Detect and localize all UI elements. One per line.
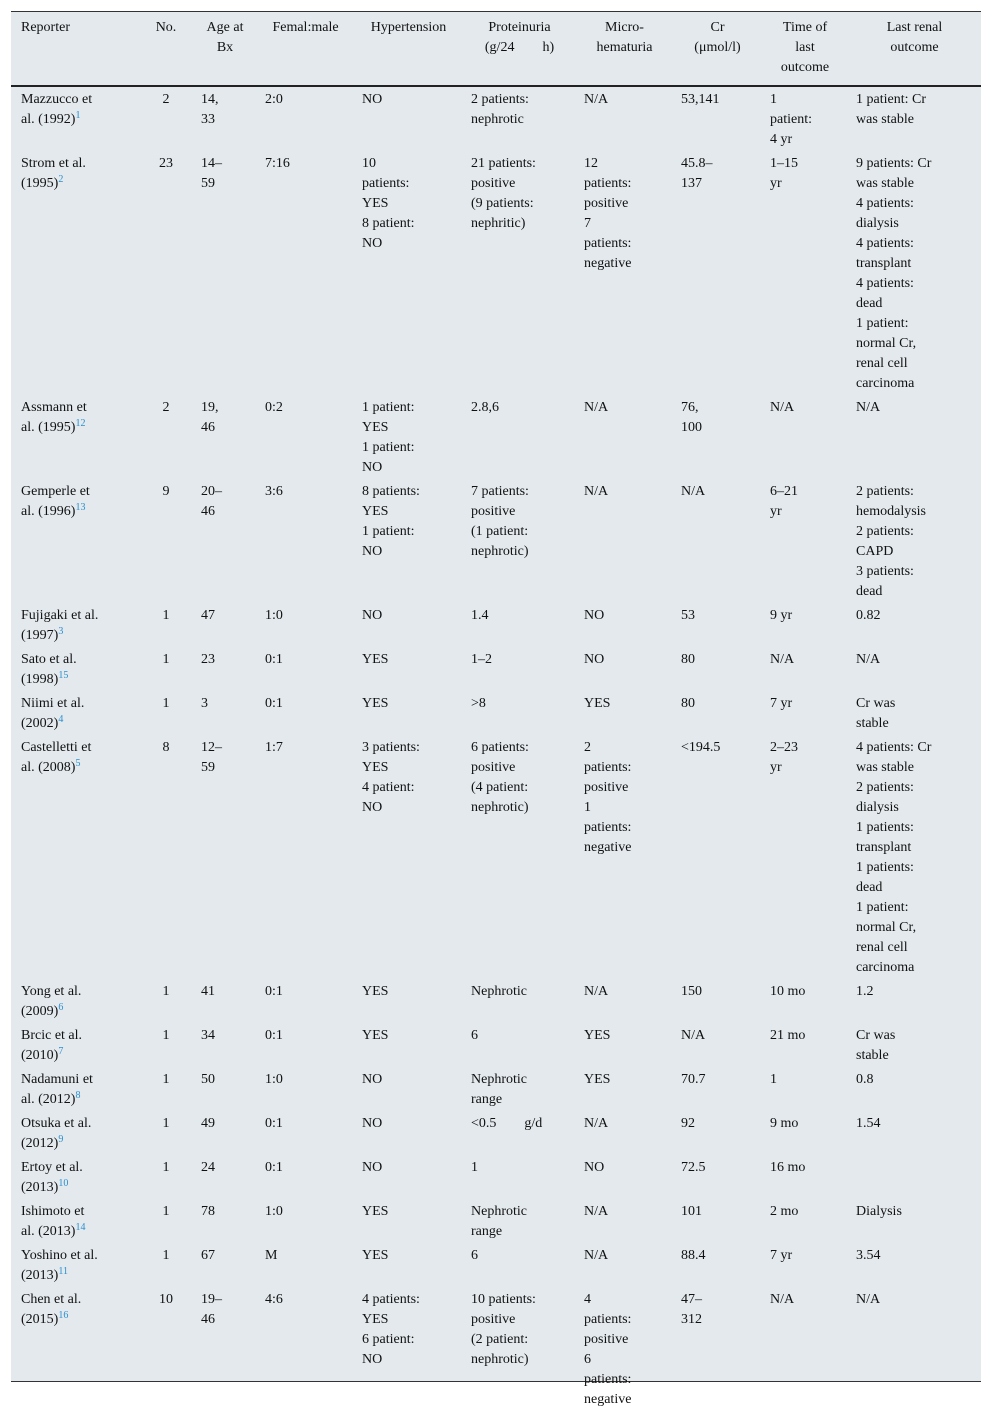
sex-ratio-cell: 1:0	[265, 608, 283, 623]
sex-ratio-cell: 4:6	[265, 1292, 283, 1307]
sex-ratio-cell: 0:1	[265, 984, 283, 999]
table-row	[11, 395, 981, 479]
table-header	[11, 12, 981, 86]
sex-ratio-cell: M	[265, 1248, 278, 1263]
proteinuria-cell: 1–2	[471, 652, 492, 667]
proteinuria-cell: Nephrotic range	[471, 1204, 527, 1239]
citation-link[interactable]: 14	[75, 1222, 86, 1233]
age-cell: 47	[201, 608, 215, 623]
hematuria-cell: N/A	[584, 400, 609, 415]
header-last-renal-outcome: Last renal outcome	[848, 12, 981, 86]
citation-link[interactable]: 10	[58, 1178, 69, 1189]
count-cell: 1	[162, 608, 170, 623]
reporter-cell: Chen et al. $(2015)^{16}$	[21, 1292, 82, 1327]
reporter-cell: Yoshino et al. $(2013)^{11}$	[21, 1248, 98, 1283]
citation-link[interactable]: 16	[58, 1310, 69, 1321]
hematuria-cell: N/A	[584, 984, 609, 999]
time-cell: 6–21 yr	[770, 484, 798, 519]
citation-link[interactable]: 13	[75, 502, 86, 513]
count-cell: 23	[159, 156, 173, 171]
time-cell: 9 yr	[770, 608, 793, 623]
time-cell: 10 mo	[770, 984, 806, 999]
proteinuria-cell: 10 patients: positive (2 patient: nephrotic)	[471, 1292, 536, 1367]
table-row	[11, 151, 981, 395]
age-cell: 3	[201, 696, 208, 711]
table-row	[11, 603, 981, 647]
time-cell: 1	[770, 1072, 777, 1087]
sex-ratio-cell: 0:1	[265, 1028, 283, 1043]
proteinuria-cell: 7 patients: positive (1 patient: nephrotic)	[471, 484, 529, 559]
reporter-cell: Assmann et al. $(1995)^{12}$	[21, 400, 87, 435]
sex-ratio-cell: 0:2	[265, 400, 283, 415]
outcome-cell: 2 patients: hemodalysis 2 patients: CAPD 3 patients: dead	[856, 484, 926, 599]
reporter-cell: Castelletti et al. $(2008)^5$	[21, 740, 92, 775]
hypertension-cell: YES	[362, 1248, 389, 1263]
time-cell: 7 yr	[770, 696, 793, 711]
header-hypertension: Hypertension	[354, 12, 463, 86]
age-cell: 23	[201, 652, 215, 667]
outcome-cell: Cr was stable	[856, 1028, 896, 1063]
outcome-cell: N/A	[856, 652, 881, 667]
table-row	[11, 479, 981, 603]
data-table-container	[11, 11, 981, 1407]
outcome-cell: N/A	[856, 400, 881, 415]
hypertension-cell: YES	[362, 1028, 389, 1043]
citation-link[interactable]: 1	[75, 110, 81, 121]
creatinine-cell: 76, 100	[681, 400, 702, 435]
proteinuria-cell: 6	[471, 1028, 478, 1043]
header-reporter: Reporter	[11, 12, 139, 86]
time-cell: 9 mo	[770, 1116, 799, 1131]
hypertension-cell: 8 patients: YES 1 patient: NO	[362, 484, 420, 559]
table-body	[11, 86, 981, 1411]
time-cell: 16 mo	[770, 1160, 806, 1175]
reporter-cell: Strom et al. $(1995)^2$	[21, 156, 86, 191]
time-cell: N/A	[770, 400, 795, 415]
citation-link[interactable]: 2	[58, 174, 64, 185]
time-cell: 2 mo	[770, 1204, 799, 1219]
creatinine-cell: N/A	[681, 484, 706, 499]
count-cell: 1	[162, 984, 170, 999]
proteinuria-cell: 21 patients: positive (9 patients: nephritic)	[471, 156, 536, 231]
time-cell: 7 yr	[770, 1248, 793, 1263]
time-cell: 21 mo	[770, 1028, 806, 1043]
creatinine-cell: N/A	[681, 1028, 706, 1043]
reporter-cell: Yong et al. $(2009)^6$	[21, 984, 82, 1019]
table-row	[11, 691, 981, 735]
header-time-of-last-outcome: Time of last outcome	[762, 12, 848, 86]
creatinine-cell: 92	[681, 1116, 695, 1131]
time-cell: 1 patient: 4 yr	[770, 92, 812, 147]
reporter-cell: Brcic et al. $(2010)^7$	[21, 1028, 83, 1063]
reporter-cell: Ertoy et al. $(2013)^{10}$	[21, 1160, 83, 1195]
outcome-cell: N/A	[856, 1292, 881, 1307]
proteinuria-cell: 2.8,6	[471, 400, 499, 415]
creatinine-cell: 88.4	[681, 1248, 706, 1263]
hematuria-cell: 4 patients: positive 6 patients: negative	[584, 1292, 632, 1407]
sex-ratio-cell: 3:6	[265, 484, 283, 499]
header-creatinine: Cr (μmol/l)	[673, 12, 762, 86]
citation-link[interactable]: 3	[58, 626, 64, 637]
count-cell: 1	[162, 1204, 170, 1219]
sex-ratio-cell: 1:0	[265, 1204, 283, 1219]
table-row	[11, 1111, 981, 1155]
hematuria-cell: YES	[584, 1072, 611, 1087]
sex-ratio-cell: 2:0	[265, 92, 283, 107]
proteinuria-cell: 2 patients: nephrotic	[471, 92, 529, 127]
sex-ratio-cell: 1:7	[265, 740, 283, 755]
hypertension-cell: NO	[362, 1116, 383, 1131]
header-microhematuria: Micro- hematuria	[576, 12, 673, 86]
sex-ratio-cell: 1:0	[265, 1072, 283, 1087]
count-cell: 8	[162, 740, 170, 755]
hypertension-cell: 1 patient: YES 1 patient: NO	[362, 400, 415, 475]
reporter-cell: Fujigaki et al. $(1997)^3$	[21, 608, 99, 643]
count-cell: 1	[162, 1248, 170, 1263]
header-age: Age at Bx	[193, 12, 257, 86]
count-cell: 1	[162, 1028, 170, 1043]
reporter-cell: Nadamuni et al. $(2012)^8$	[21, 1072, 93, 1107]
hypertension-cell: 10 patients: YES 8 patient: NO	[362, 156, 415, 251]
creatinine-cell: 47– 312	[681, 1292, 702, 1327]
sex-ratio-cell: 0:1	[265, 1160, 283, 1175]
sex-ratio-cell: 7:16	[265, 156, 290, 171]
hematuria-cell: N/A	[584, 1116, 609, 1131]
proteinuria-cell: 6	[471, 1248, 478, 1263]
count-cell: 2	[162, 400, 170, 415]
hematuria-cell: N/A	[584, 1248, 609, 1263]
hematuria-cell: YES	[584, 696, 611, 711]
age-cell: 14– 59	[201, 156, 222, 191]
creatinine-cell: 53	[681, 608, 695, 623]
hematuria-cell: 12 patients: positive 7 patients: negative	[584, 156, 632, 271]
age-cell: 14, 33	[201, 92, 219, 127]
creatinine-cell: 72.5	[681, 1160, 706, 1175]
count-cell: 1	[162, 1160, 170, 1175]
citation-link[interactable]: 4	[58, 714, 64, 725]
hypertension-cell: YES	[362, 1204, 389, 1219]
count-cell: 2	[162, 92, 170, 107]
proteinuria-cell: <0.5 g/d	[471, 1116, 543, 1131]
table-row	[11, 1155, 981, 1199]
time-cell: N/A	[770, 1292, 795, 1307]
sex-ratio-cell: 0:1	[265, 652, 283, 667]
hematuria-cell: YES	[584, 1028, 611, 1043]
age-cell: 50	[201, 1072, 215, 1087]
reporter-cell: Mazzucco et al. $(1992)^1$	[21, 92, 93, 127]
header-no: No.	[139, 12, 193, 86]
citation-link[interactable]: 6	[58, 1002, 64, 1013]
table-row	[11, 979, 981, 1023]
count-cell: 1	[162, 1116, 170, 1131]
count-cell: 1	[162, 696, 170, 711]
count-cell: 1	[162, 1072, 170, 1087]
outcome-cell: 1 patient: Cr was stable	[856, 92, 926, 127]
age-cell: 78	[201, 1204, 215, 1219]
table-row	[11, 1067, 981, 1111]
table-row	[11, 1199, 981, 1243]
creatinine-cell: 150	[681, 984, 702, 999]
sex-ratio-cell: 0:1	[265, 696, 283, 711]
creatinine-cell: 53,141	[681, 92, 720, 107]
citation-link[interactable]: 11	[58, 1266, 68, 1277]
outcome-cell: Cr was stable	[856, 696, 896, 731]
creatinine-cell: <194.5	[681, 740, 721, 755]
proteinuria-cell: 1.4	[471, 608, 489, 623]
age-cell: 19, 46	[201, 400, 219, 435]
time-cell: N/A	[770, 652, 795, 667]
creatinine-cell: 80	[681, 696, 695, 711]
proteinuria-cell: 1	[471, 1160, 478, 1175]
outcome-cell: Dialysis	[856, 1204, 902, 1219]
renal-outcomes-table	[11, 12, 981, 1411]
citation-link[interactable]: 12	[75, 418, 86, 429]
age-cell: 12– 59	[201, 740, 222, 775]
outcome-cell: 4 patients: Cr was stable 2 patients: dialysis 1 patients: transplant 1 patients: dead 1 patient: normal Cr, renal cell carcinoma	[856, 740, 932, 975]
age-cell: 34	[201, 1028, 215, 1043]
reporter-cell: Otsuka et al. $(2012)^9$	[21, 1116, 92, 1151]
hematuria-cell: N/A	[584, 1204, 609, 1219]
hypertension-cell: YES	[362, 696, 389, 711]
creatinine-cell: 70.7	[681, 1072, 706, 1087]
citation-link[interactable]: 9	[58, 1134, 64, 1145]
hematuria-cell: NO	[584, 1160, 605, 1175]
count-cell: 10	[159, 1292, 173, 1307]
hematuria-cell: NO	[584, 652, 605, 667]
outcome-cell: 1.54	[856, 1116, 881, 1131]
citation-link[interactable]: 8	[75, 1090, 81, 1101]
time-cell: 2–23 yr	[770, 740, 798, 775]
header-proteinuria: Proteinuria (g/24 h)	[463, 12, 576, 86]
hematuria-cell: NO	[584, 608, 605, 623]
creatinine-cell: 45.8– 137	[681, 156, 713, 191]
header-female-male: Femal:male	[257, 12, 354, 86]
citation-link[interactable]: 7	[58, 1046, 64, 1057]
outcome-cell: 1.2	[856, 984, 874, 999]
creatinine-cell: 101	[681, 1204, 702, 1219]
hypertension-cell: NO	[362, 1072, 383, 1087]
age-cell: 49	[201, 1116, 215, 1131]
reporter-cell: Ishimoto et al. $(2013)^{14}$	[21, 1204, 86, 1239]
hypertension-cell: YES	[362, 652, 389, 667]
proteinuria-cell: >8	[471, 696, 486, 711]
time-cell: 1–15 yr	[770, 156, 798, 191]
outcome-cell	[848, 1155, 981, 1199]
outcome-cell: 9 patients: Cr was stable 4 patients: dialysis 4 patients: transplant 4 patients: dead 1 patient: normal Cr, renal cell carcinoma	[856, 156, 932, 391]
hematuria-cell: N/A	[584, 92, 609, 107]
age-cell: 24	[201, 1160, 215, 1175]
hematuria-cell: N/A	[584, 484, 609, 499]
proteinuria-cell: Nephrotic range	[471, 1072, 527, 1107]
outcome-cell: 0.8	[856, 1072, 874, 1087]
count-cell: 1	[162, 652, 170, 667]
outcome-cell: 0.82	[856, 608, 881, 623]
outcome-cell: 3.54	[856, 1248, 881, 1263]
citation-link[interactable]: 5	[75, 758, 81, 769]
hypertension-cell: NO	[362, 92, 383, 107]
count-cell: 9	[162, 484, 170, 499]
table-row	[11, 1287, 981, 1411]
hypertension-cell: 4 patients: YES 6 patient: NO	[362, 1292, 420, 1367]
creatinine-cell: 80	[681, 652, 695, 667]
age-cell: 19– 46	[201, 1292, 222, 1327]
hypertension-cell: NO	[362, 608, 383, 623]
proteinuria-cell: 6 patients: positive (4 patient: nephrotic)	[471, 740, 529, 815]
reporter-cell: Sato et al. $(1998)^{15}$	[21, 652, 77, 687]
proteinuria-cell: Nephrotic	[471, 984, 527, 999]
table-row	[11, 1023, 981, 1067]
table-row	[11, 735, 981, 979]
hematuria-cell: 2 patients: positive 1 patients: negative	[584, 740, 632, 855]
sex-ratio-cell: 0:1	[265, 1116, 283, 1131]
reporter-cell: Niimi et al. $(2002)^4$	[21, 696, 85, 731]
age-cell: 67	[201, 1248, 215, 1263]
citation-link[interactable]: 15	[58, 670, 69, 681]
hypertension-cell: NO	[362, 1160, 383, 1175]
hypertension-cell: YES	[362, 984, 389, 999]
age-cell: 20– 46	[201, 484, 222, 519]
reporter-cell: Gemperle et al. $(1996)^{13}$	[21, 484, 90, 519]
table-row	[11, 1243, 981, 1287]
age-cell: 41	[201, 984, 215, 999]
table-row	[11, 86, 981, 151]
header-row	[11, 12, 981, 86]
hypertension-cell: 3 patients: YES 4 patient: NO	[362, 740, 420, 815]
table-row	[11, 647, 981, 691]
